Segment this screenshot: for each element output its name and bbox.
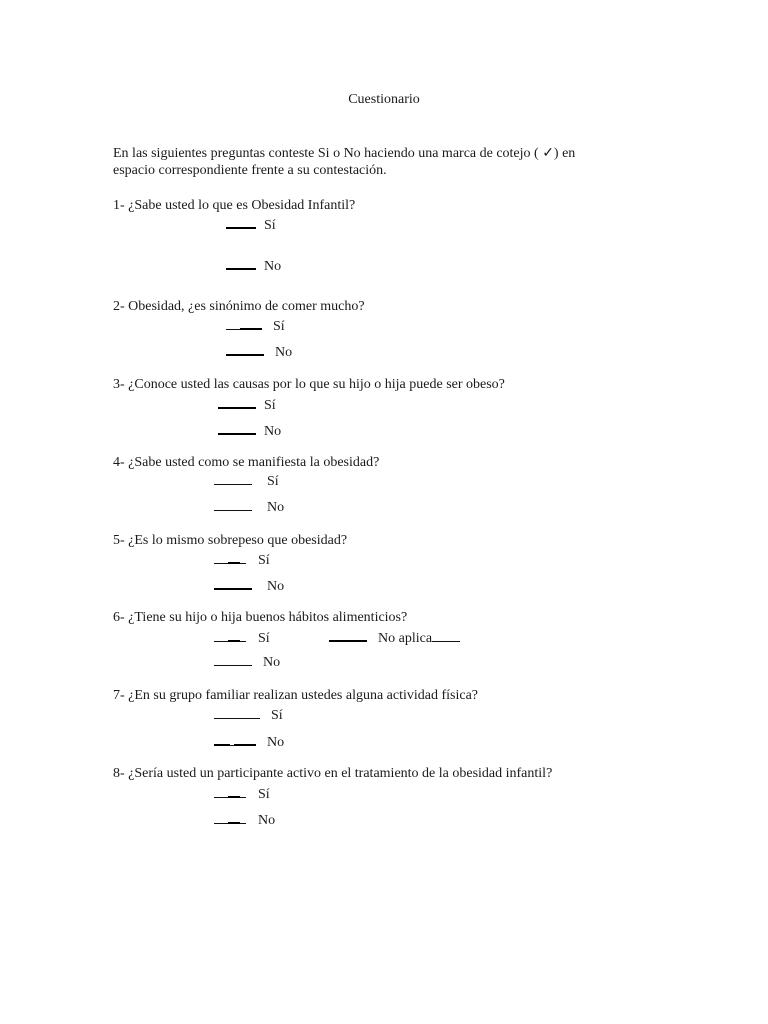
answer-blank[interactable] — [214, 471, 252, 485]
option-label: Sí — [271, 708, 283, 723]
answer-blank-mark — [228, 783, 240, 798]
answer-blank-mark — [228, 809, 240, 824]
instructions — [113, 145, 633, 179]
answer-blank[interactable] — [218, 394, 256, 409]
option-label: No — [275, 345, 293, 360]
answer-no-q2[interactable] — [226, 341, 292, 362]
answer-blank[interactable] — [226, 214, 256, 229]
option-label: No — [264, 424, 282, 439]
answer-si-q3[interactable] — [218, 394, 276, 415]
answer-blank[interactable] — [214, 705, 260, 719]
answer-blank[interactable] — [214, 652, 252, 666]
option-label: Sí — [258, 553, 270, 568]
answer-blank[interactable] — [214, 731, 230, 746]
answer-no-q6[interactable] — [214, 652, 280, 672]
option-label: Sí — [267, 474, 279, 489]
answer-blank[interactable] — [226, 341, 264, 356]
answer-blank[interactable] — [214, 575, 252, 590]
answer-si-q1[interactable] — [226, 214, 276, 235]
answer-blank-tail — [240, 784, 246, 798]
option-label: Sí — [273, 319, 285, 334]
answer-blank[interactable] — [214, 497, 252, 511]
option-label: No — [267, 579, 285, 594]
option-label: No — [264, 259, 282, 274]
instructions-line-2: espacio correspondiente frente a su contestación. — [113, 163, 387, 178]
answer-blank[interactable] — [329, 627, 367, 642]
answer-blank-mark — [234, 731, 256, 746]
answer-no-q5[interactable] — [214, 575, 284, 596]
answer-si-q4[interactable] — [214, 471, 279, 491]
question-2: 2- Obesidad, ¿es sinónimo de comer mucho? — [113, 299, 365, 314]
answer-si-q7[interactable] — [214, 705, 283, 725]
answer-blank-trailing[interactable] — [432, 628, 460, 642]
option-label: Sí — [258, 787, 270, 802]
answer-blank[interactable] — [214, 628, 228, 642]
question-5: 5- ¿Es lo mismo sobrepeso que obesidad? — [113, 533, 348, 548]
answer-no-q1[interactable] — [226, 255, 281, 276]
answer-blank[interactable] — [214, 550, 228, 564]
question-1: 1- ¿Sabe usted lo que es Obesidad Infantil? — [113, 198, 356, 213]
option-label: No — [258, 813, 276, 828]
answer-no-aplica-q6[interactable] — [329, 627, 460, 648]
option-label: Sí — [264, 398, 276, 413]
answer-blank-tail — [240, 550, 246, 564]
answer-blank-tail — [240, 810, 246, 824]
question-7: 7- ¿En su grupo familiar realizan ustedes alguna actividad física? — [113, 688, 479, 703]
answer-blank[interactable] — [214, 810, 228, 824]
answer-no-q3[interactable] — [218, 420, 281, 441]
option-label: Sí — [264, 218, 276, 233]
answer-si-q2[interactable] — [226, 315, 285, 336]
answer-blank-tail — [240, 628, 246, 642]
page-title: Cuestionario — [348, 92, 420, 107]
question-8: 8- ¿Sería usted un participante activo en el tratamiento de la obesidad infantil? — [113, 766, 553, 781]
option-label: Sí — [258, 631, 270, 646]
answer-blank[interactable] — [214, 784, 228, 798]
option-label: No aplica — [378, 631, 433, 646]
instructions-line-1: En las siguientes preguntas conteste Si o No haciendo una marca de cotejo ( ✓) en — [113, 146, 576, 161]
answer-blank[interactable] — [218, 420, 256, 435]
question-3: 3- ¿Conoce usted las causas por lo que su hijo o hija puede ser obeso? — [113, 377, 505, 392]
answer-blank[interactable] — [226, 316, 240, 330]
question-6: 6- ¿Tiene su hijo o hija buenos hábitos alimenticios? — [113, 610, 408, 625]
answer-blank-mark — [228, 549, 240, 564]
answer-blank-mark — [240, 315, 262, 330]
question-4: 4- ¿Sabe usted como se manifiesta la obesidad? — [113, 455, 380, 470]
answer-no-q8[interactable] — [214, 809, 275, 830]
answer-blank[interactable] — [226, 255, 256, 270]
answer-no-q4[interactable] — [214, 497, 284, 517]
option-label: No — [267, 735, 285, 750]
answer-no-q7[interactable] — [214, 731, 284, 752]
answer-si-q6[interactable] — [214, 627, 270, 648]
option-label: No — [267, 500, 285, 515]
option-label: No — [263, 655, 281, 670]
answer-si-q8[interactable] — [214, 783, 270, 804]
answer-blank-mark — [228, 627, 240, 642]
answer-si-q5[interactable] — [214, 549, 270, 570]
